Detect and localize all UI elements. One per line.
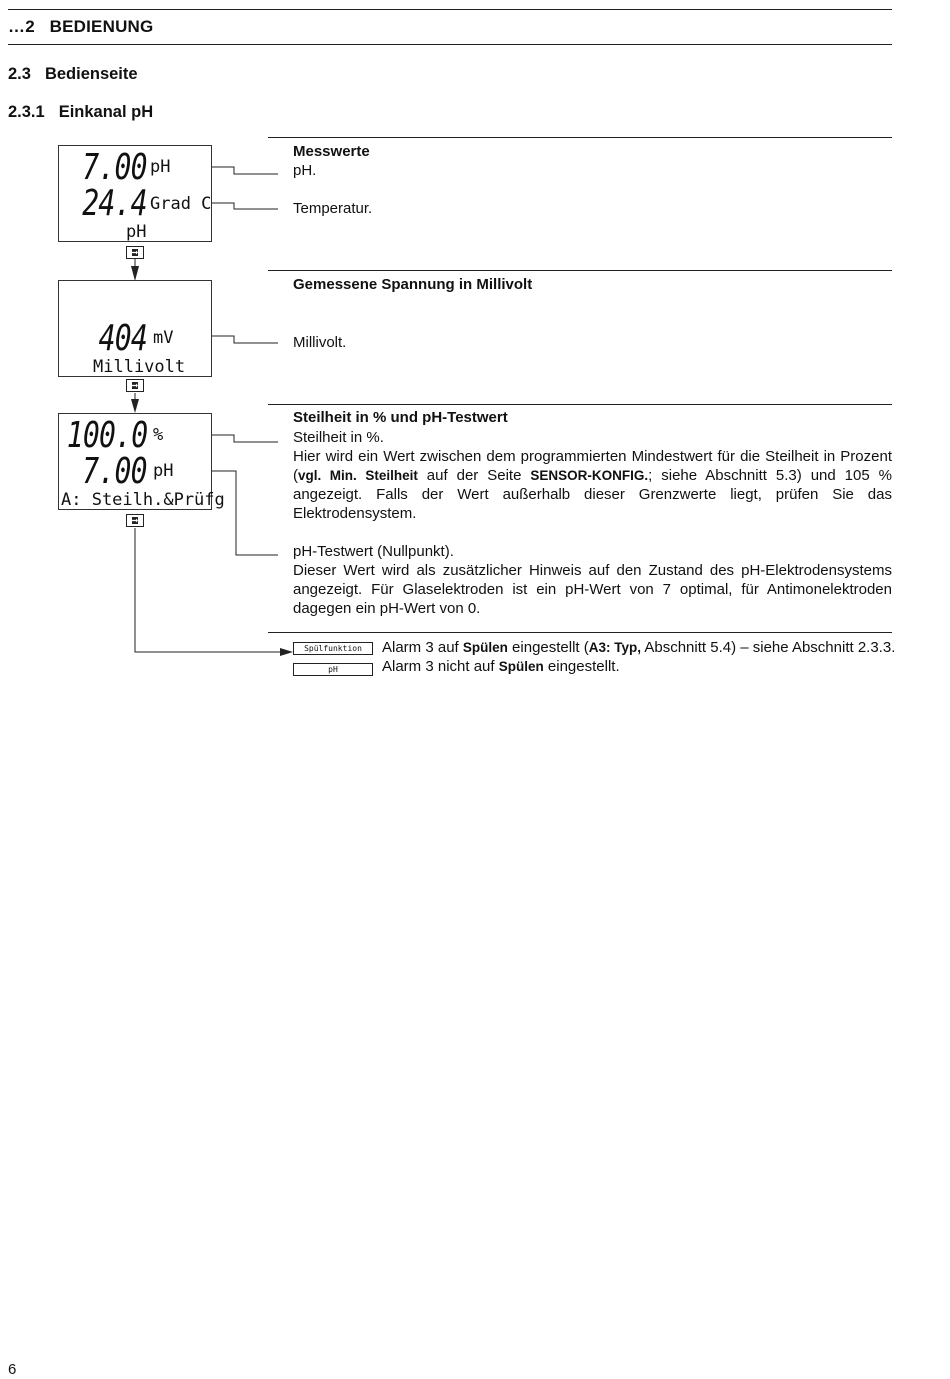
p1-ref-sensor-config: SENSOR-KONFIG.	[530, 468, 649, 483]
enter-key-icon[interactable]	[126, 514, 144, 527]
enter-key-icon[interactable]	[126, 379, 144, 392]
display-footer: pH	[126, 222, 147, 242]
enter-key-icon[interactable]	[126, 246, 144, 259]
line1-a3-type: A3: Typ,	[588, 640, 642, 655]
block1-title: Messwerte	[293, 143, 370, 160]
line1-rinse: Spülen	[462, 640, 508, 655]
display-footer: A: Steilh.&Prüfg	[61, 490, 225, 510]
millivolt-value: 404	[98, 318, 147, 359]
subsection-title: Einkanal pH	[58, 103, 154, 121]
line2-text-c: eingestellt.	[543, 658, 620, 675]
rinse-function-label-box: Spülfunktion	[293, 642, 373, 655]
ph-test-unit: pH	[153, 461, 174, 481]
millivolt-unit: mV	[153, 328, 174, 348]
p1-ref-min-slope: vgl. Min. Steilheit	[298, 468, 418, 483]
line1-text-e: Abschnitt 5.4) – siehe Abschnitt 2.3.3.	[641, 639, 896, 656]
block2-item-millivolt: Millivolt.	[293, 334, 347, 351]
block4-line1	[382, 638, 895, 657]
slope-value: 100.0	[66, 415, 147, 456]
line2-text-a: Alarm 3 nicht auf	[382, 658, 499, 675]
p1-text-c: auf der Seite	[417, 467, 531, 484]
block4-line2	[382, 657, 620, 676]
section-title: Bedienseite	[44, 65, 138, 83]
line1-text-c: eingestellt (	[507, 639, 589, 656]
line2-rinse: Spülen	[498, 659, 544, 674]
ph-test-value: 7.00	[82, 451, 147, 492]
temperature-value: 24.4	[82, 183, 147, 224]
block3-title: Steilheit in % und pH-Testwert	[293, 409, 508, 426]
chapter-title: BEDIENUNG	[49, 17, 154, 36]
block3-item-slope: Steilheit in %.	[293, 429, 384, 446]
lcd-display-millivolt	[58, 280, 212, 377]
block-rule	[268, 137, 892, 138]
display-footer: Millivolt	[93, 357, 186, 377]
temperature-unit: Grad C	[150, 194, 212, 214]
block1-item-ph: pH.	[293, 162, 317, 179]
block2-title: Gemessene Spannung in Millivolt	[293, 276, 533, 293]
ph-value: 7.00	[82, 147, 147, 188]
section-number: 2.3	[8, 65, 31, 83]
line1-text-a: Alarm 3 auf	[382, 639, 463, 656]
ph-unit: pH	[150, 157, 171, 177]
lcd-display-measured-values	[58, 145, 212, 242]
slope-unit: %	[153, 425, 164, 445]
block3-paragraph-slope	[293, 447, 892, 523]
p1-text-a: Hier wird ein Wert zwischen dem programmierten Mindestwert für die Steilheit in Prozent (	[293, 448, 892, 484]
block3-item-ph-test: pH-Testwert (Nullpunkt).	[293, 543, 454, 560]
p1-text-e: ; siehe Abschnitt 5.3) und 105 % angezeigt. Falls der Wert außerhalb dieser Grenzwerte liegt, prüfen Sie das Elektrodensystem.	[293, 467, 892, 522]
chapter-number: …2	[8, 17, 35, 36]
block3-paragraph-ph-test: Dieser Wert wird als zusätzlicher Hinweis auf den Zustand des pH-Elektrodensystems angezeigt. Für Glaselektroden ist ein pH-Wert von 7 optimal, für Antimonelektroden dagegen ein pH-Wert von 0.	[293, 562, 892, 617]
block-rule	[268, 404, 892, 405]
block-rule	[268, 270, 892, 271]
ph-label-box: pH	[293, 663, 373, 676]
block1-item-temperature: Temperatur.	[293, 200, 373, 217]
subsection-number: 2.3.1	[8, 103, 45, 121]
block-rule	[268, 632, 892, 633]
page-number: 6	[8, 1361, 17, 1378]
lcd-display-slope	[58, 413, 225, 510]
